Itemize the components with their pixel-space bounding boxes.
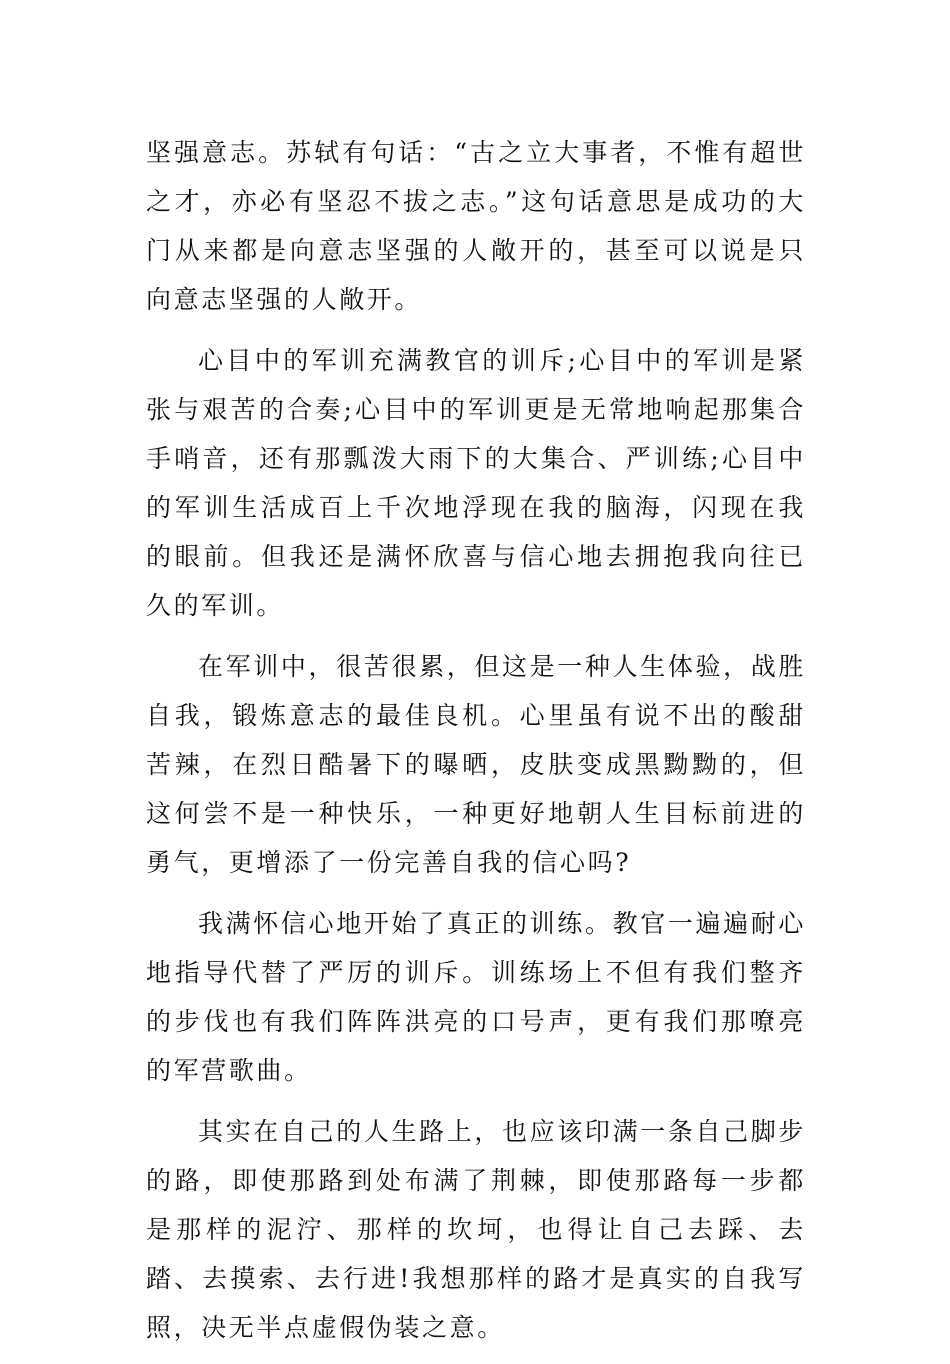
paragraph-4: 我满怀信心地开始了真正的训练。教官一遍遍耐心地指导代替了严厉的训斥。训练场上不但有我们整齐的步伐也有我们阵阵洪亮的口号声，更有我们那嘹亮的军营歌曲。 (146, 909, 806, 1085)
paragraph-3: 在军训中，很苦很累，但这是一种人生体验，战胜自我，锻炼意志的最佳良机。心里虽有说不出的酸甜苦辣，在烈日酷暑下的曝晒，皮肤变成黑黝黝的，但这何尝不是一种快乐，一种更好地朝人生目标前进的勇气，更增添了一份完善自我的信心吗? (146, 652, 806, 877)
paragraph-5: 其实在自己的人生路上，也应该印满一条自己脚步的路，即使那路到处布满了荆棘，即使那路每一步都是那样的泥泞、那样的坎坷，也得让自己去踩、去踏、去摸索、去行进!我想那样的路才是真实的自我写照，决无半点虚假伪装之意。 (146, 1117, 806, 1342)
paragraph-1: 坚强意志。苏轼有句话：“古之立大事者，不惟有超世之才，亦必有坚忍不拔之志。”这句话意思是成功的大门从来都是向意志坚强的人敞开的，甚至可以说是只向意志坚强的人敞开。 (146, 138, 806, 314)
document-body (146, 128, 806, 1364)
paragraph-2: 心目中的军训充满教官的训斥;心目中的军训是紧张与艰苦的合奏;心目中的军训更是无常地响起那集合手哨音，还有那瓢泼大雨下的大集合、严训练;心目中的军训生活成百上千次地浮现在我的脑海，闪现在我的眼前。但我还是满怀欣喜与信心地去拥抱我向往已久的军训。 (146, 346, 806, 620)
